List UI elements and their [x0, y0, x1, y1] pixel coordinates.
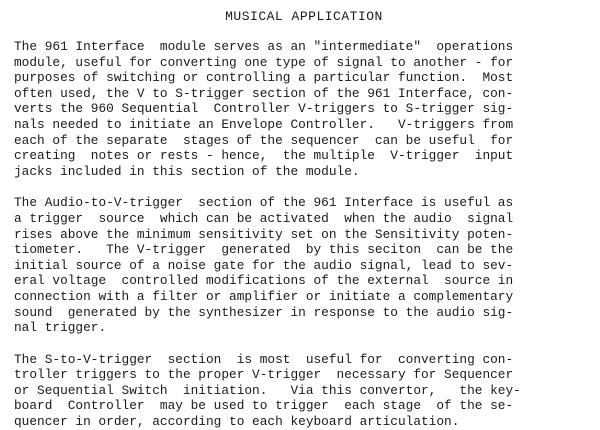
paragraph-line: purposes of switching or controlling a particular function. Most	[14, 70, 514, 86]
paragraph-line: each of the separate stages of the sequencer can be useful for	[14, 132, 514, 148]
paragraph-s-to-v-trigger	[14, 352, 586, 430]
paragraph-line: sound generated by the synthesizer in response to the audio sig-	[14, 304, 514, 320]
paragraph-line: or Sequential Switch initiation. Via this convertor, the key-	[14, 382, 521, 398]
paragraph-line: a trigger source which can be activated when the audio signal	[14, 210, 514, 226]
paragraph-line: tiometer. The V-trigger generated by this seciton can be the	[14, 242, 514, 258]
paragraph-line: creating notes or rests - hence, the multiple V-trigger input	[14, 148, 514, 164]
paragraph-line: troller triggers to the proper V-trigger necessary for Sequencer	[14, 367, 514, 383]
paragraph-line: rises above the minimum sensitivity set on the Sensitivity poten-	[14, 226, 514, 242]
paragraph-interface-overview	[14, 39, 586, 179]
paragraph-line: jacks included in this section of the module.	[14, 163, 360, 179]
paragraph-line: eral voltage controlled modifications of the external source in	[14, 273, 514, 289]
paragraph-line: module, useful for converting one type of signal to another - for	[14, 54, 514, 70]
paragraph-line: The Audio-to-V-trigger section of the 961 Interface is useful as	[14, 195, 514, 211]
paragraph-line: board Controller may be used to trigger each stage of the se-	[14, 398, 514, 414]
paragraph-line: nal trigger.	[14, 320, 107, 336]
paragraph-line: connection with a filter or amplifier or initiate a complementary	[14, 288, 514, 304]
paragraph-line: initial source of a noise gate for the audio signal, lead to sev-	[14, 257, 514, 273]
page-title: MUSICAL APPLICATION	[225, 9, 383, 24]
paragraph-line: quencer in order, according to each keyboard articulation.	[14, 414, 460, 430]
paragraph-audio-to-v-trigger	[14, 195, 586, 335]
paragraph-line: verts the 960 Sequential Controller V-triggers to S-trigger sig-	[14, 101, 514, 117]
paragraph-line: often used, the V to S-trigger section of the 961 Interface, con-	[14, 85, 514, 101]
paragraph-line: The S-to-V-trigger section is most useful for converting con-	[14, 351, 514, 367]
paragraph-line: The 961 Interface module serves as an "intermediate" operations	[14, 39, 514, 54]
paragraph-line: nals needed to initiate an Envelope Controller. V-triggers from	[14, 116, 514, 132]
